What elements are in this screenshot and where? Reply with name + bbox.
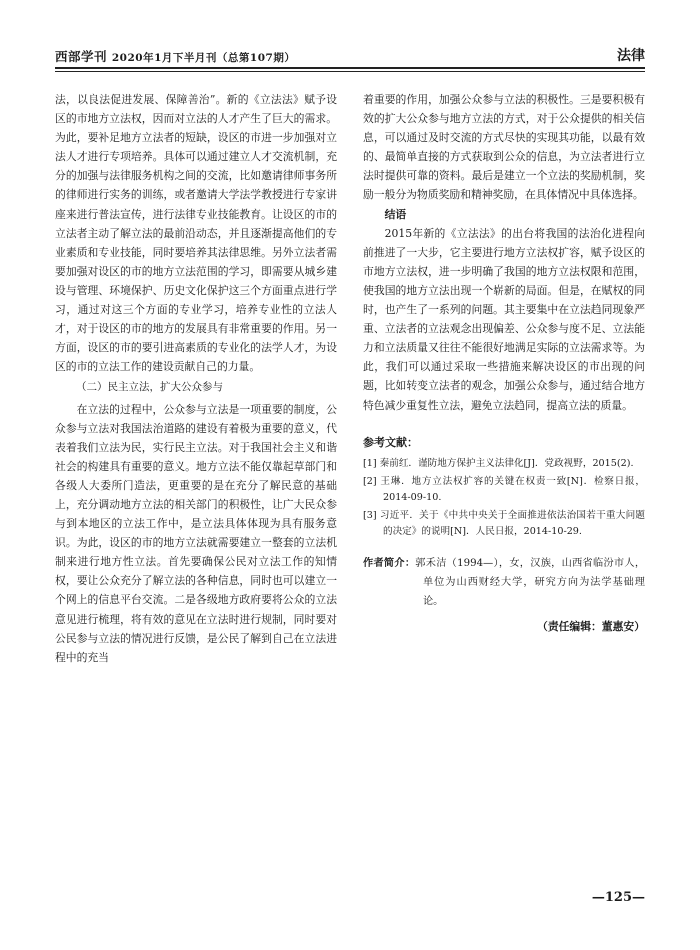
body-paragraph: 着重要的作用，加强公众参与立法的积极性。三是要积极有效的扩大公众参与地方立法的方式，对于公众提供的相关信息，可以通过及时交流的方式尽快的实现其功能，以最有效的、最简单直接的方式获取到公众的信息，为立法者进行立法时提供可靠的资料。最后是建立一个立法的奖励机制，奖励一般分为物质奖励和精神奖励，在具体情况中具体选择。 (363, 93, 645, 202)
reference-item: [1] 秦前红．谨防地方保护主义法律化[J]．党政视野，2015(2). (363, 457, 634, 469)
body-paragraph: 在立法的过程中，公众参与立法是一项重要的制度，公众参与立法对我国法治道路的建设有着极为重要的意义，代表着我们立法为民，实行民主立法。对于我国社会主义和谐社会的构建具有重要的意义。地方立法不能仅靠起草部门和各级人大委所门造法，更重要的是在充分了解民意的基础上，充分调动地方立法的相关部门的积极性，让广大民众参与到本地区的立法工作中，是立法具体体现为具有服务意识。为此，设区的市的地方立法就需要建立一整套的立法机制来进行地方性立法。首先要确保公民对立法工作的知情权，要让公众充分了解立法的各种信息，同时也可以建立一个网上的信息平台交流。二是各级地方政府要将公众的立法意见进行梳理，将有效的意见在立法时进行规制，同时要对公民参与立法的情况进行反馈，是公民了解到自己在立法进程中的充当 (55, 402, 337, 664)
reference-item: [3] 习近平．关于《中共中央关于全面推进依法治国若干重大问题的决定》的说明[N]．人民日报，2014-10-29. (363, 509, 645, 537)
author-bio (363, 554, 645, 611)
section-label: 法律 (617, 48, 645, 64)
issue-info: 2020年1月下半月刊（总第107期） (111, 52, 296, 64)
journal-name: 西部学刊 2020年1月下半月刊（总第107期） (55, 49, 296, 64)
reference-item: [2] 王琳．地方立法权扩容的关键在权责一致[N]．检察日报，2014-09-10. (363, 475, 645, 503)
author-label: 作者简介： (363, 557, 416, 569)
references-title: 参考文献： (363, 435, 418, 449)
right-column (363, 90, 645, 636)
body-paragraph: 法，以良法促进发展、保障善治”。新的《立法法》赋予设区的市地方立法权，因而对立法的人才产生了巨大的需求。为此，要补足地方立法者的短缺，设区的市进一步加强对立法人才进行专项培养。具体可以通过建立人才交流机制，充分的加强与法律服务机构之间的交流，比如邀请律师事务所的律师进行实务的训练，或者邀请大学法学教授进行专家讲座来进行普法宣传，进行法律专业技能教育。让设区的市的立法者主动了解立法的最前沿动态，并且逐渐提高他们的专业素质和专业技能，同时要培养其法律思维。另外立法者需要加强对设区的市的地方立法范围的学习，即需要从城乡建设与管理、环境保护、历史文化保护这三个方面重点进行学习，通过对这三个方面的专业学习，培养专业性的立法人才，对于设区的市的地方的发展具有非常重要的作用。另一方面，设区的市的要引进高素质的专业化的法学人才，为设区的市的立法工作的建设贡献自己的力量。 (55, 93, 337, 374)
conclusion-heading: 结语 (384, 207, 407, 221)
responsible-editor: （责任编辑：董惠安） (537, 619, 645, 633)
running-header (55, 44, 645, 66)
page-number: —125— (591, 890, 645, 905)
header-rule-thin (55, 71, 645, 72)
header-rule-thick (55, 67, 645, 69)
left-column (55, 90, 337, 667)
body-paragraph: 2015年新的《立法法》的出台将我国的法治化进程向前推进了一大步，它主要进行地方立法权扩容，赋予设区的市地方立法权，进一步明确了我国的地方立法权限和范围，使我国的地方立法出现一个崭新的局面。但是，在赋权的同时，也产生了一系列的问题。其主要集中在立法趋同现象严重、立法者的立法观念出现偏差、公众参与度不足、立法能力和立法质量又往往不能很好地满足实际的立法需求等。为此，我们可以通过采取一些措施来解决设区的市出现的问题，比如转变立法者的观念，加强公众参与，通过结合地方特色减少重复性立法，避免立法趋同，提高立法的质量。 (363, 226, 645, 412)
author-text: 郭禾洁（1994—），女，汉族，山西省临汾市人，单位为山西财经大学，研究方向为法学基础理论。 (415, 557, 646, 607)
section-subheading: （二）民主立法，扩大公众参与 (76, 381, 223, 394)
